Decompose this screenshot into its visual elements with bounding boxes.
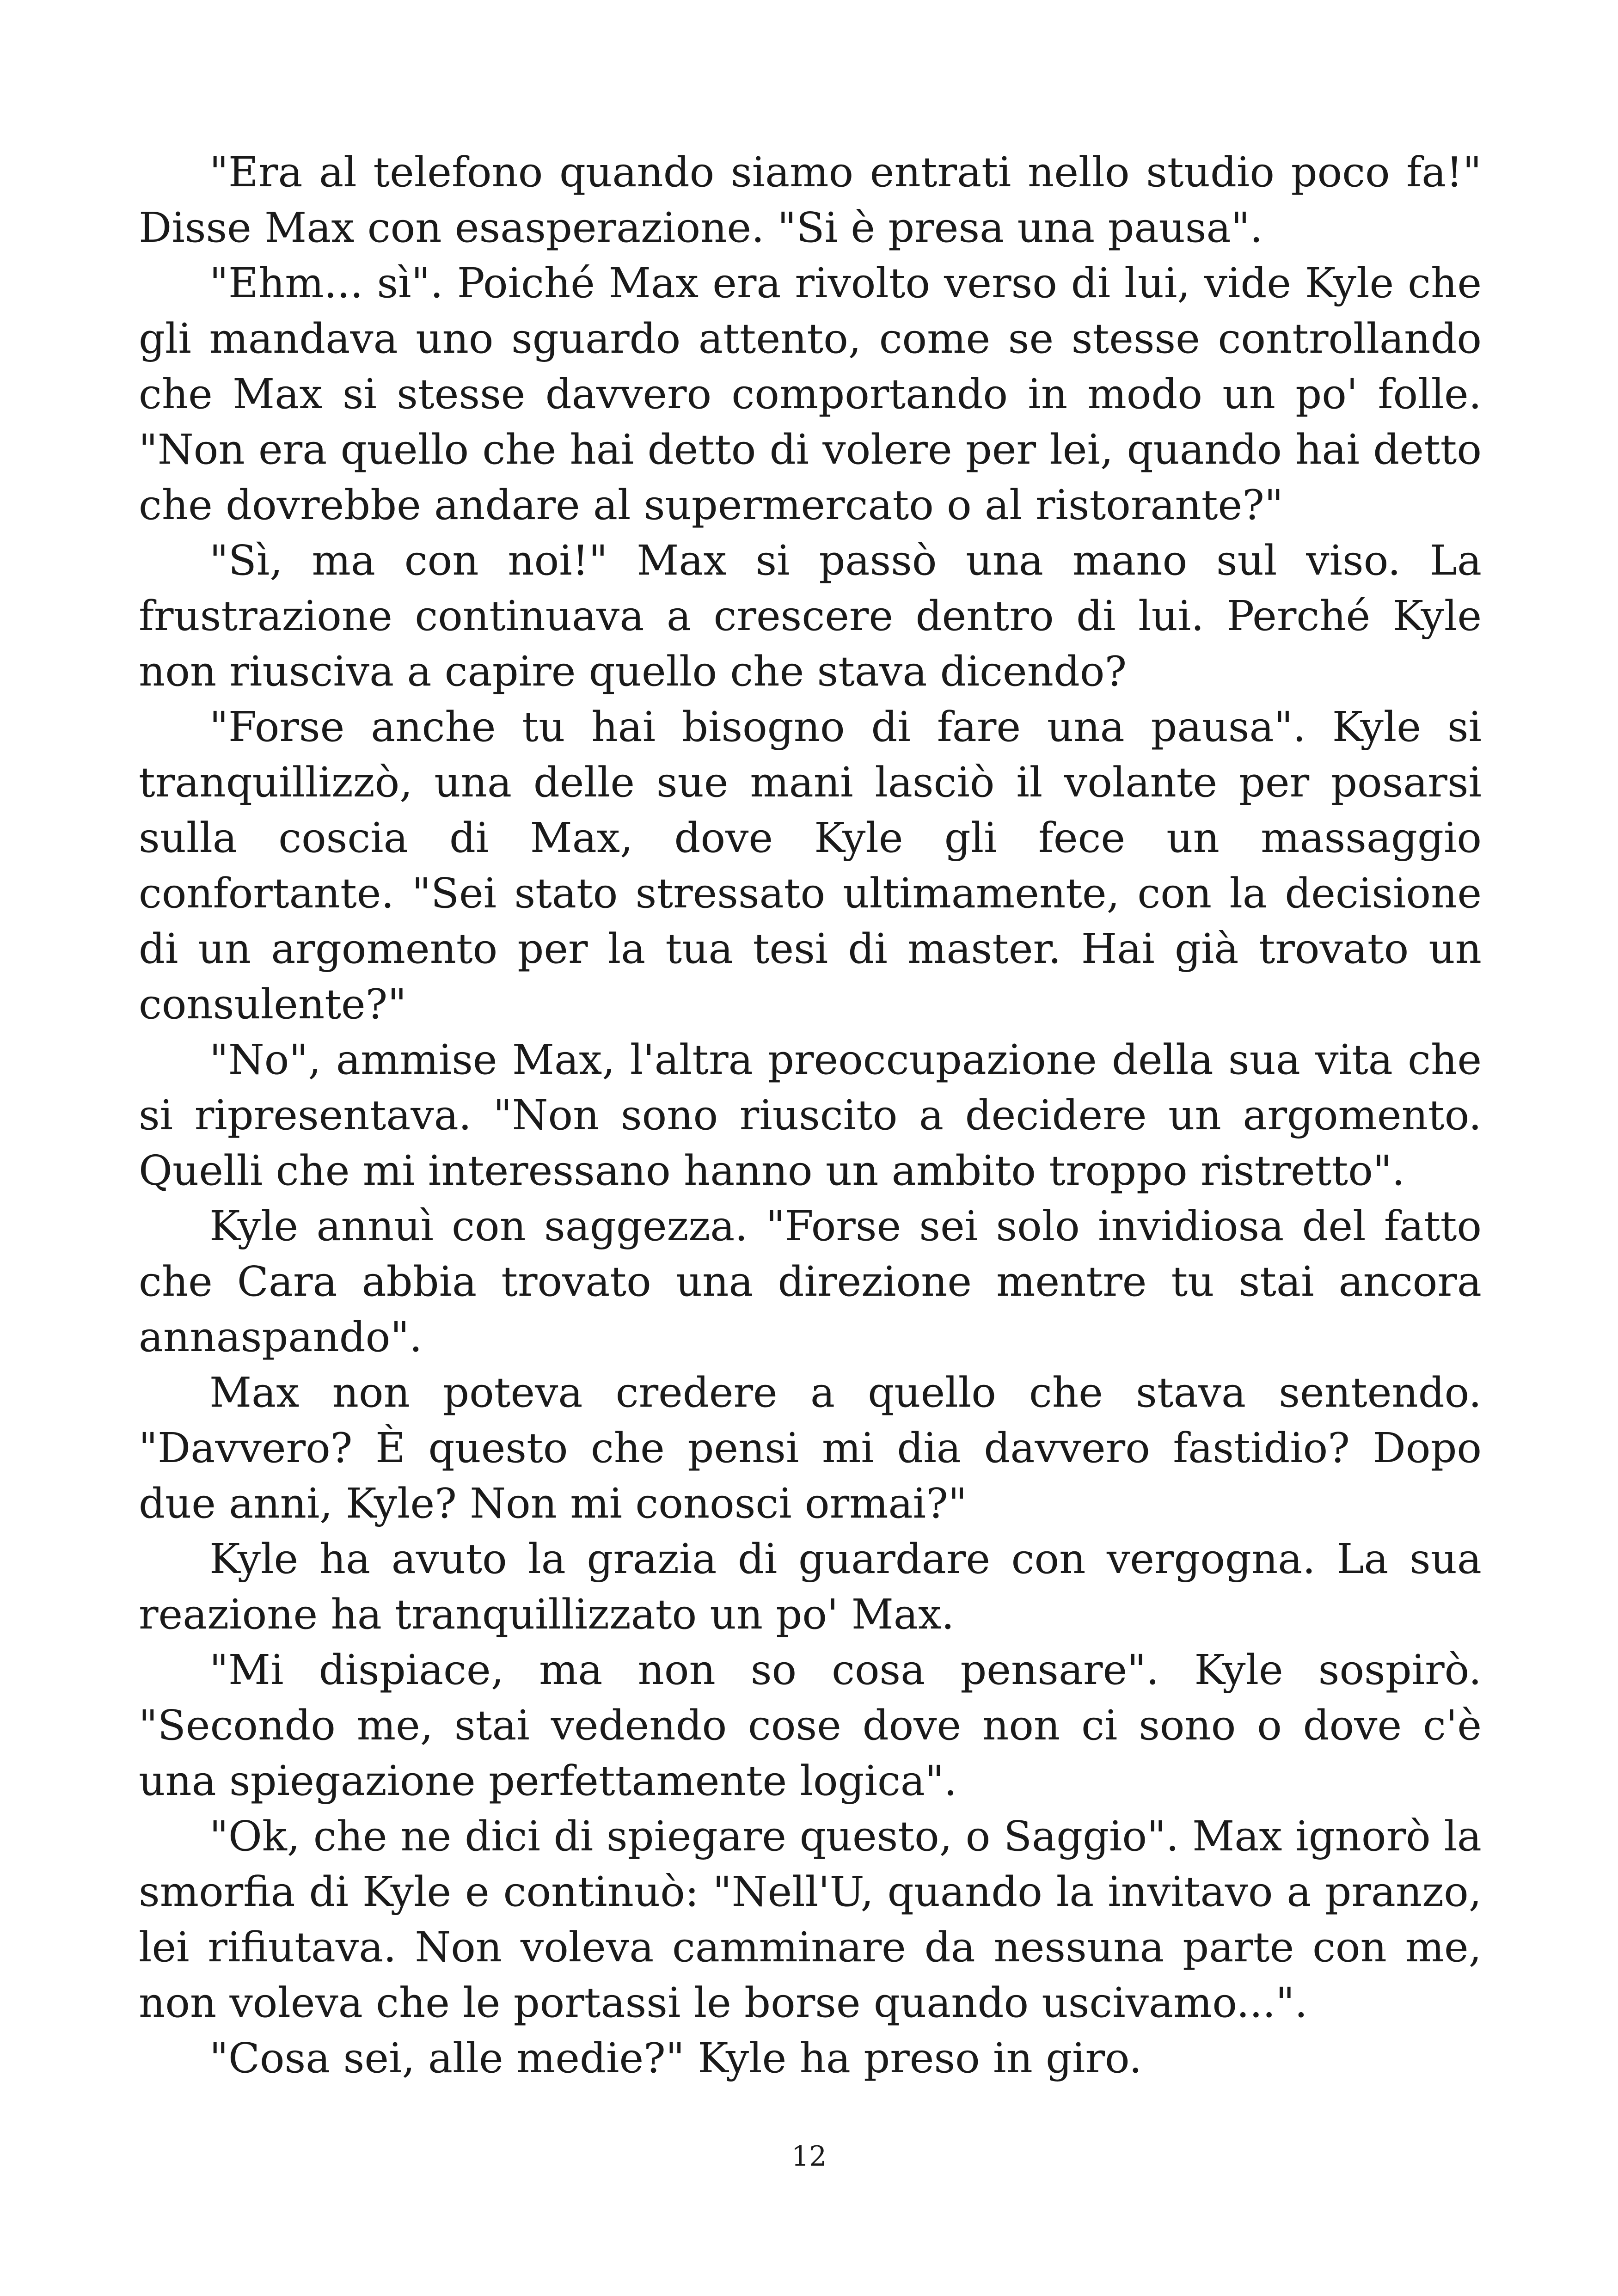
paragraph: "Forse anche tu hai bisogno di fare una pausa". Kyle si tranquillizzò, una delle sue mani lasciò il volante per posarsi sulla coscia di Max, dove Kyle gli fece un massaggio confortante. "Sei stato stressato ultimamente, con la decisione di un argomento per la tua tesi di master. Hai già trovato un consulente?" xyxy=(139,703,1482,1028)
paragraph: "Cosa sei, alle medie?" Kyle ha preso in giro. xyxy=(209,2034,1142,2082)
paragraph: "Sì, ma con noi!" Max si passò una mano sul viso. La frustrazione continuava a crescere dentro di lui. Perché Kyle non riusciva a capire quello che stava dicendo? xyxy=(139,536,1482,695)
page-number: 12 xyxy=(791,2140,827,2173)
paragraph: Kyle ha avuto la grazia di guardare con vergogna. La sua reazione ha tranquillizzato un po' Max. xyxy=(139,1535,1482,1638)
paragraph: "No", ammise Max, l'altra preoccupazione della sua vita che si ripresentava. "Non sono riuscito a decidere un argomento. Quelli che mi interessano hanno un ambito troppo ristretto". xyxy=(139,1035,1482,1194)
paragraph: Max non poteva credere a quello che stava sentendo. "Davvero? È questo che pensi mi dia davvero fastidio? Dopo due anni, Kyle? Non mi conosci ormai?" xyxy=(139,1368,1482,1527)
paragraph: "Ehm... sì". Poiché Max era rivolto verso di lui, vide Kyle che gli mandava uno sguardo attento, come se stesse controllando che Max si stesse davvero comportando in modo un po' folle. "Non era quello che hai detto di volere per lei, quando hai detto che dovrebbe andare al supermercato o al ristorante?" xyxy=(139,259,1482,529)
paragraph: "Era al telefono quando siamo entrati nello studio poco fa!" Disse Max con esasperazione. "Si è presa una pausa". xyxy=(139,148,1482,251)
body-text xyxy=(139,144,1482,2086)
paragraph: "Mi dispiace, ma non so cosa pensare". Kyle sospirò. "Secondo me, stai vedendo cose dove non ci sono o dove c'è una spiegazione perfettamente logica". xyxy=(139,1646,1482,1805)
paragraph: Kyle annuì con saggezza. "Forse sei solo invidiosa del fatto che Cara abbia trovato una direzione mentre tu stai ancora annaspando". xyxy=(139,1202,1482,1361)
paragraph: "Ok, che ne dici di spiegare questo, o Saggio". Max ignorò la smorfia di Kyle e continuò: "Nell'U, quando la invitavo a pranzo, lei rifiutava. Non voleva camminare da nessuna parte con me, non voleva che le portassi le borse quando uscivamo...". xyxy=(139,1812,1482,2027)
